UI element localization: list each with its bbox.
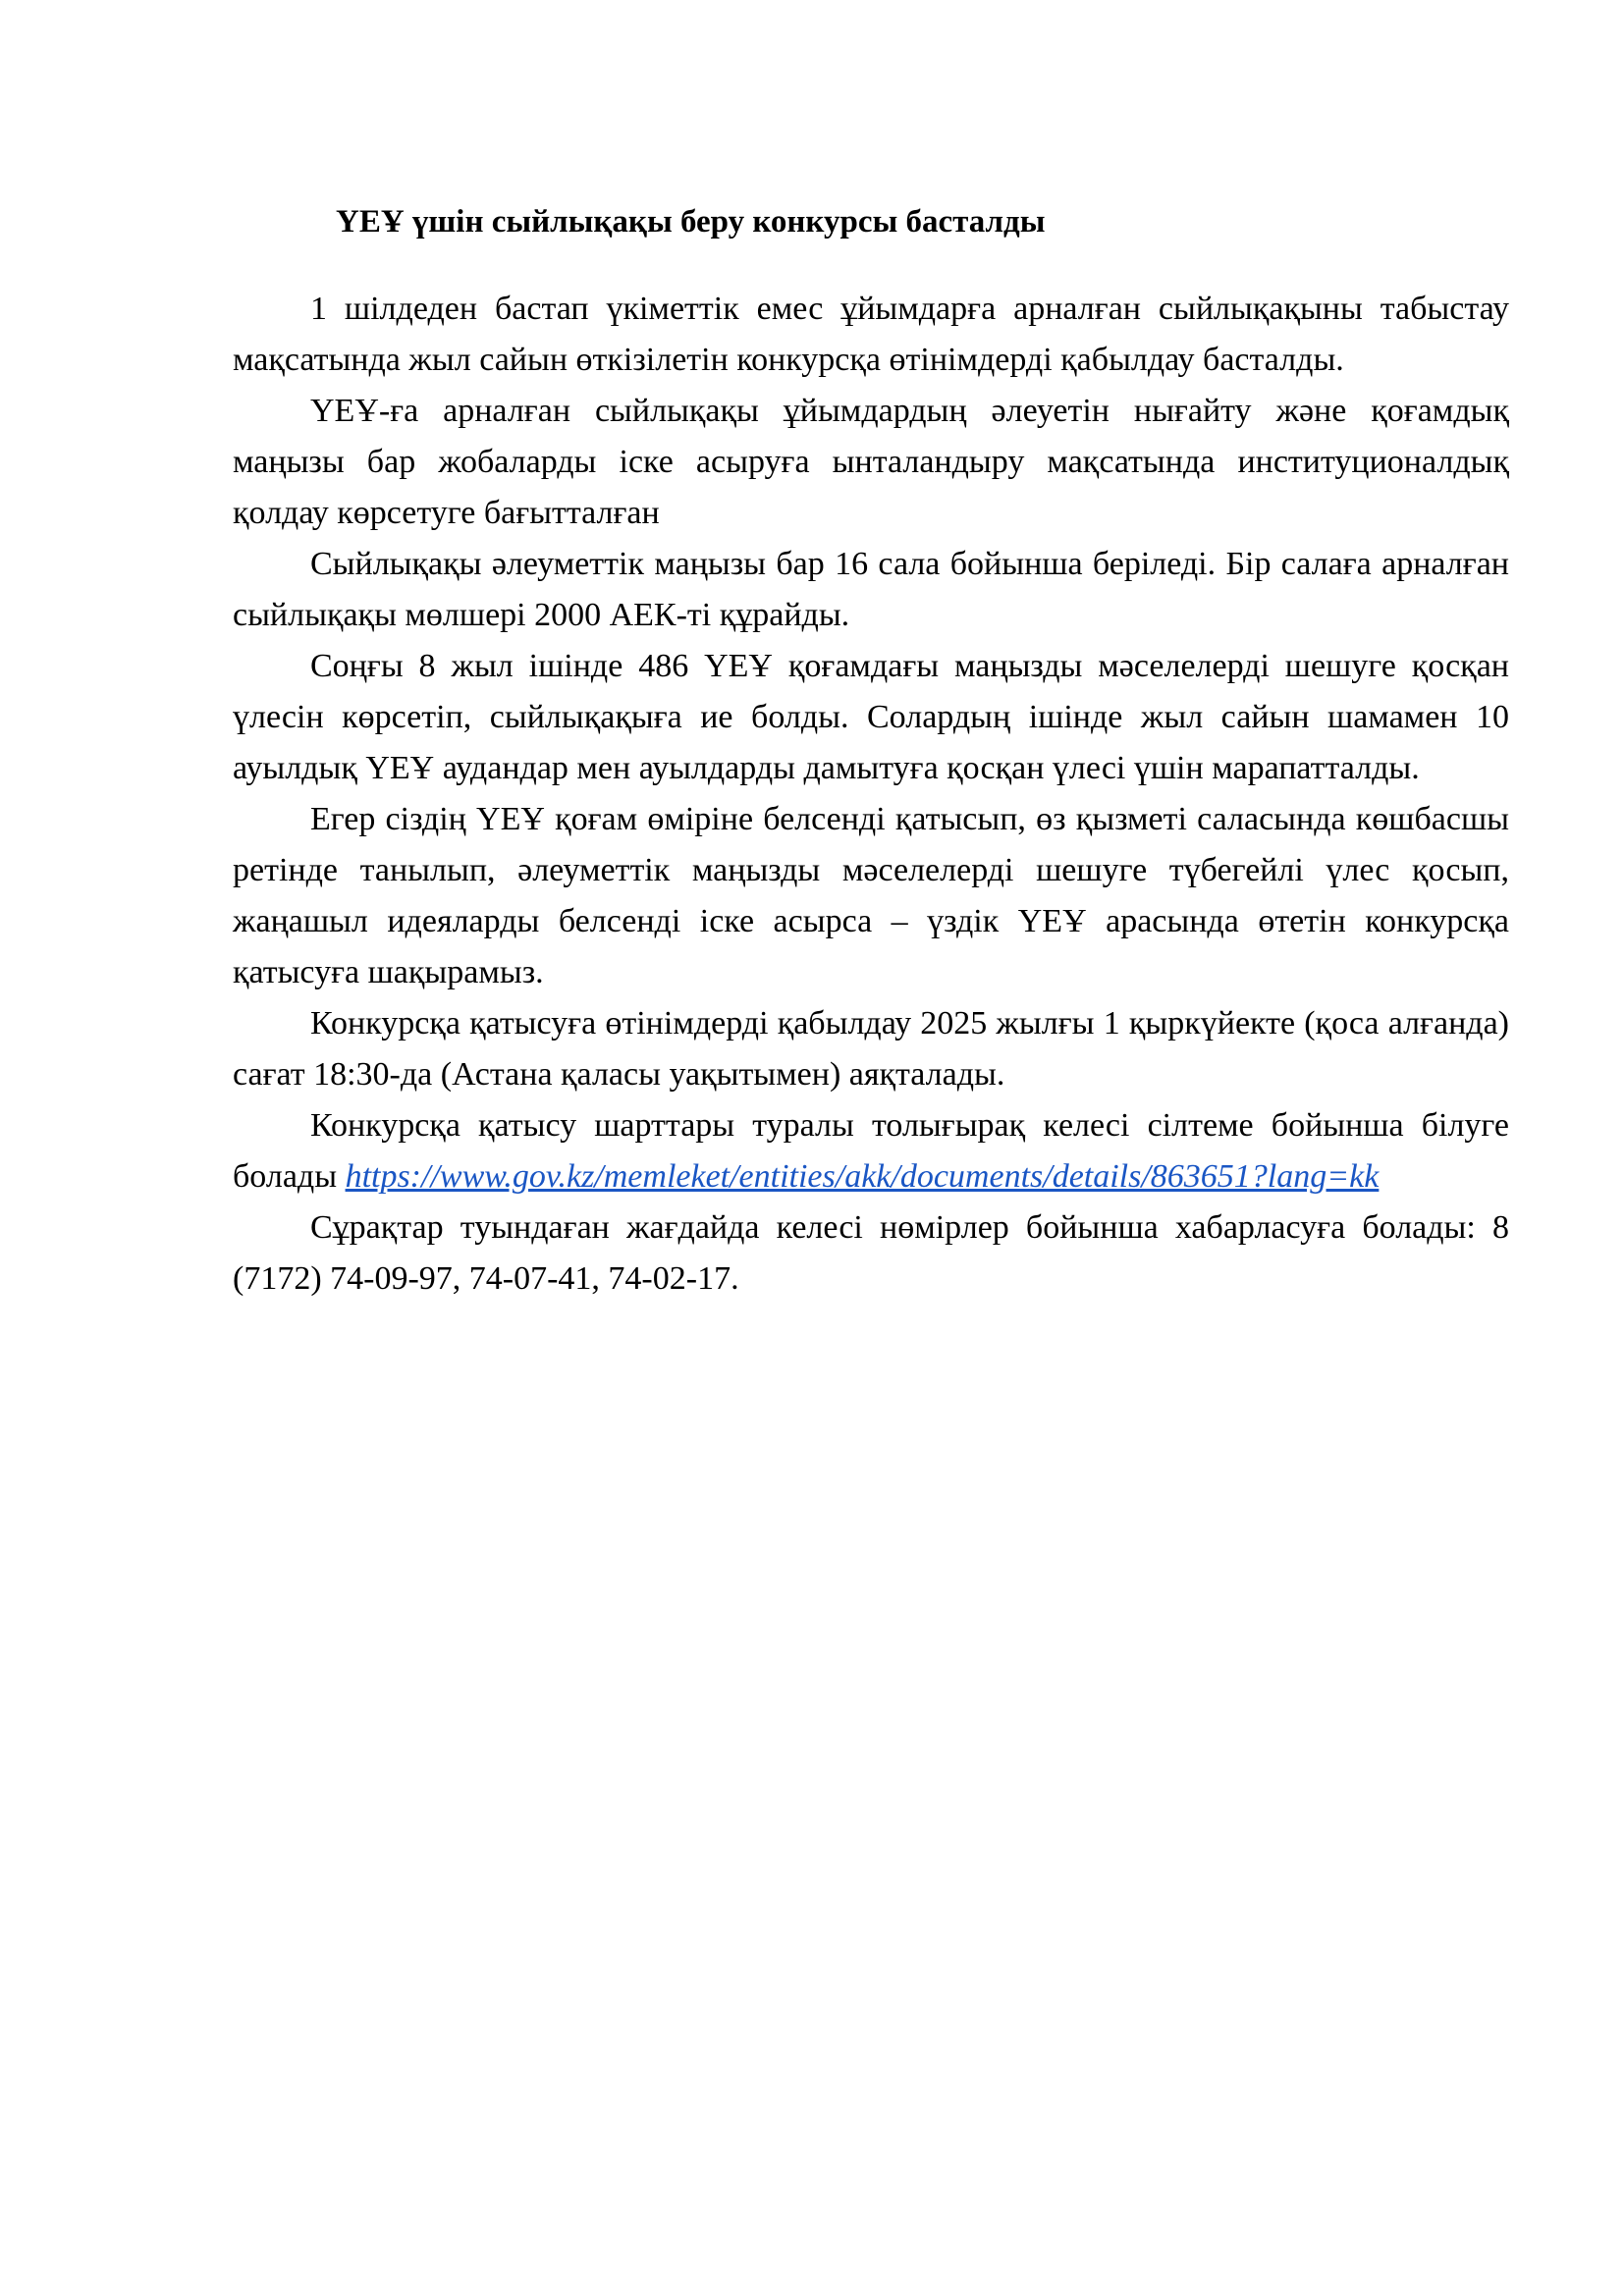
- paragraph-conditions-link: [233, 1100, 1509, 1202]
- paragraph-application-start: 1 шілдеден бастап үкіметтік емес ұйымдарға арналған сыйлықақыны табыстау мақсатында жыл сайын өткізілетін конкурсқа өтінімдерді қабылдау басталды.: [233, 291, 1509, 378]
- document-page: [233, 196, 1509, 1305]
- paragraph-award-purpose: ҮЕҰ-ға арналған сыйлықақы ұйымдардың әлеуетін нығайту және қоғамдық маңызы бар жобаларды іске асыруға ынталандыру мақсатында институционалдық қолдау көрсетуге бағытталған: [233, 393, 1509, 531]
- conditions-link[interactable]: https://www.gov.kz/memleket/entities/akk/documents/details/863651?lang=kk: [345, 1158, 1380, 1195]
- paragraph-invitation: Егер сіздің ҮЕҰ қоғам өміріне белсенді қатысып, өз қызметі саласында көшбасшы ретінде танылып, әлеуметтік маңызды мәселелерді шешуге түбегейлі үлес қосып, жаңашыл идеяларды белсенді іске асырса – үздік ҮЕҰ арасында өтетін конкурсқа қатысуға шақырамыз.: [233, 801, 1509, 990]
- paragraph-award-sectors: Сыйлықақы әлеуметтік маңызы бар 16 сала бойынша беріледі. Бір салаға арналған сыйлықақы мөлшері 2000 АЕК-ті құрайды.: [233, 546, 1509, 633]
- document-title: ҮЕҰ үшін сыйлықақы беру конкурсы басталды: [336, 204, 1046, 240]
- paragraph-past-winners: Соңғы 8 жыл ішінде 486 ҮЕҰ қоғамдағы маңызды мәселелерді шешуге қосқан үлесін көрсетіп, сыйлықақыға ие болды. Солардың ішінде жыл сайын шамамен 10 ауылдық ҮЕҰ аудандар мен ауылдарды дамытуға қосқан үлесі үшін марапатталды.: [233, 648, 1509, 786]
- paragraph-deadline: Конкурсқа қатысуға өтінімдерді қабылдау 2025 жылғы 1 қыркүйекте (қоса алғанда) сағат 18:30-да (Астана қаласы уақытымен) аяқталады.: [233, 1005, 1509, 1093]
- paragraph-contacts: Сұрақтар туындаған жағдайда келесі нөмірлер бойынша хабарласуға болады: 8 (7172) 74-09-97, 74-07-41, 74-02-17.: [233, 1209, 1509, 1297]
- conditions-text: Конкурсқа қатысу шарттары туралы толығырақ келесі сілтеме бойынша білуге болады: [233, 1107, 1509, 1195]
